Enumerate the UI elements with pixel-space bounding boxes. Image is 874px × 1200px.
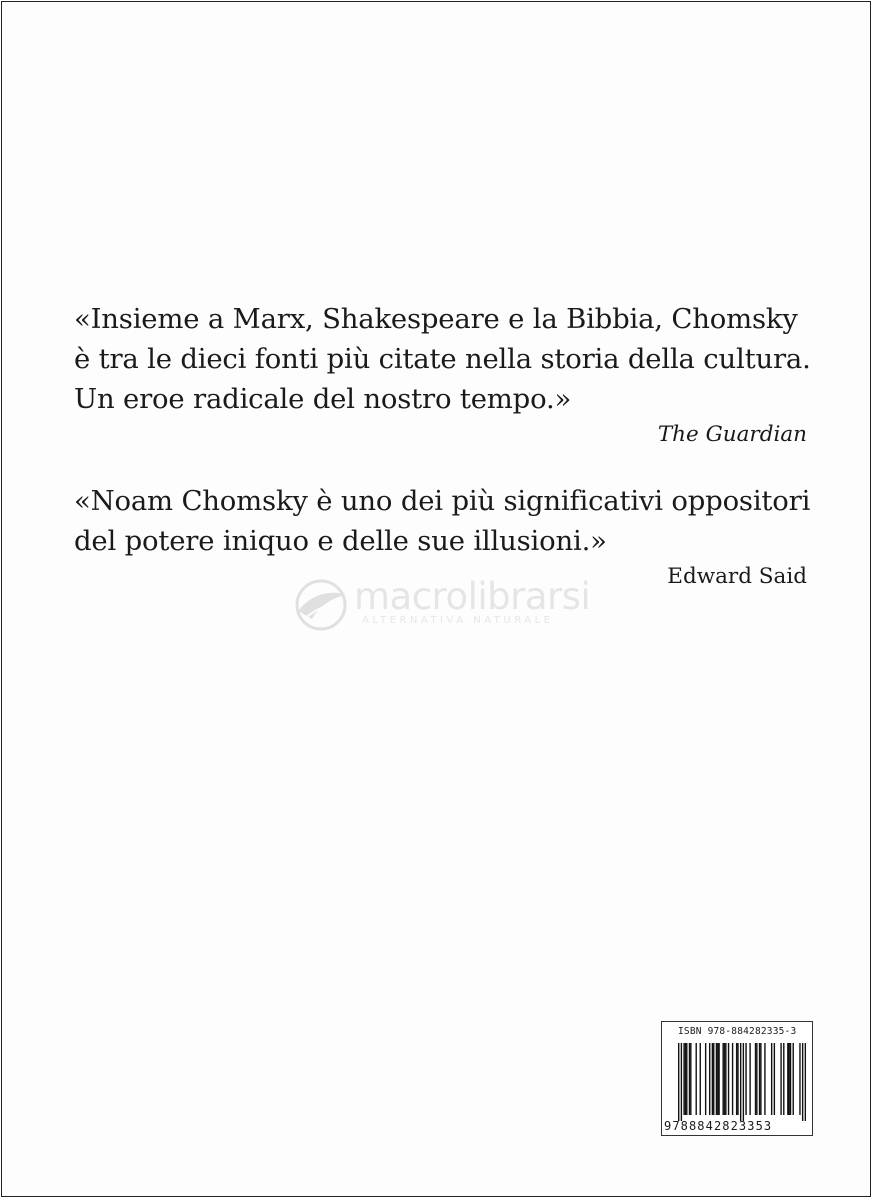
watermark-tagline: ALTERNATIVA NATURALE — [362, 615, 554, 626]
barcode-bar — [722, 1043, 723, 1115]
barcode-bar — [696, 1043, 697, 1115]
barcode-bar — [788, 1043, 789, 1115]
barcode-bar — [717, 1043, 718, 1115]
barcode-bar — [760, 1043, 761, 1115]
barcode-bar — [716, 1043, 717, 1115]
barcode-bar — [787, 1043, 788, 1115]
barcode-bar — [718, 1043, 719, 1115]
barcode-bar — [740, 1043, 741, 1121]
watermark-name: macrolibrarsi — [354, 575, 591, 618]
watermark — [290, 575, 590, 635]
barcode-bar — [705, 1043, 706, 1115]
barcode-bar — [728, 1043, 729, 1115]
barcode-bar — [774, 1043, 775, 1115]
barcode-bar — [685, 1043, 686, 1115]
barcode-bar — [686, 1043, 687, 1115]
barcode-bar — [790, 1043, 791, 1115]
barcode-bars — [678, 1043, 806, 1121]
quote-attribution: The Guardian — [657, 422, 807, 447]
quote-line: del potere iniquo e delle sue illusioni.» — [74, 525, 607, 557]
barcode-bar — [709, 1043, 710, 1115]
barcode-bar — [737, 1043, 738, 1115]
barcode-bar — [683, 1043, 684, 1115]
barcode-bar — [771, 1043, 772, 1115]
barcode-bar — [713, 1043, 714, 1115]
barcode-bar — [725, 1043, 726, 1115]
barcode-bar — [678, 1043, 679, 1121]
quote-guardian — [74, 299, 811, 449]
barcode-bar — [799, 1043, 800, 1115]
barcode-bar — [749, 1043, 750, 1115]
barcode-bar — [805, 1043, 806, 1121]
barcode-bar — [756, 1043, 757, 1115]
back-cover — [1, 1, 871, 1197]
barcode-bar — [732, 1043, 733, 1115]
barcode-bar — [736, 1043, 737, 1115]
barcode-bar — [689, 1043, 690, 1115]
barcode-bar — [793, 1043, 794, 1115]
barcode-bar — [690, 1043, 691, 1115]
barcode — [661, 1021, 813, 1136]
barcode-bar — [700, 1043, 701, 1115]
barcode-bar — [802, 1043, 803, 1121]
barcode-bar — [759, 1043, 760, 1115]
leaf-logo-icon — [290, 575, 352, 635]
barcode-bar — [755, 1043, 756, 1115]
isbn-label: ISBN 978-884282335-3 — [678, 1026, 797, 1037]
quote-line: «Insieme a Marx, Shakespeare e la Bibbia, Chomsky — [74, 303, 798, 335]
barcode-bar — [724, 1043, 725, 1115]
barcode-bar — [780, 1043, 781, 1115]
barcode-bar — [745, 1043, 746, 1115]
quote-line: è tra le dieci fonti più citate nella storia della cultura. — [74, 343, 811, 375]
quote-attribution: Edward Said — [667, 564, 807, 589]
quote-line: Un eroe radicale del nostro tempo.» — [74, 383, 572, 415]
barcode-bar — [764, 1043, 765, 1115]
quote-line: «Noam Chomsky è uno dei più significativi oppositori — [74, 485, 811, 517]
barcode-bar — [743, 1043, 744, 1121]
barcode-bar — [712, 1043, 713, 1115]
barcode-bar — [783, 1043, 784, 1115]
barcode-bar — [681, 1043, 682, 1121]
barcode-digits: 9788842823353 — [664, 1119, 773, 1133]
